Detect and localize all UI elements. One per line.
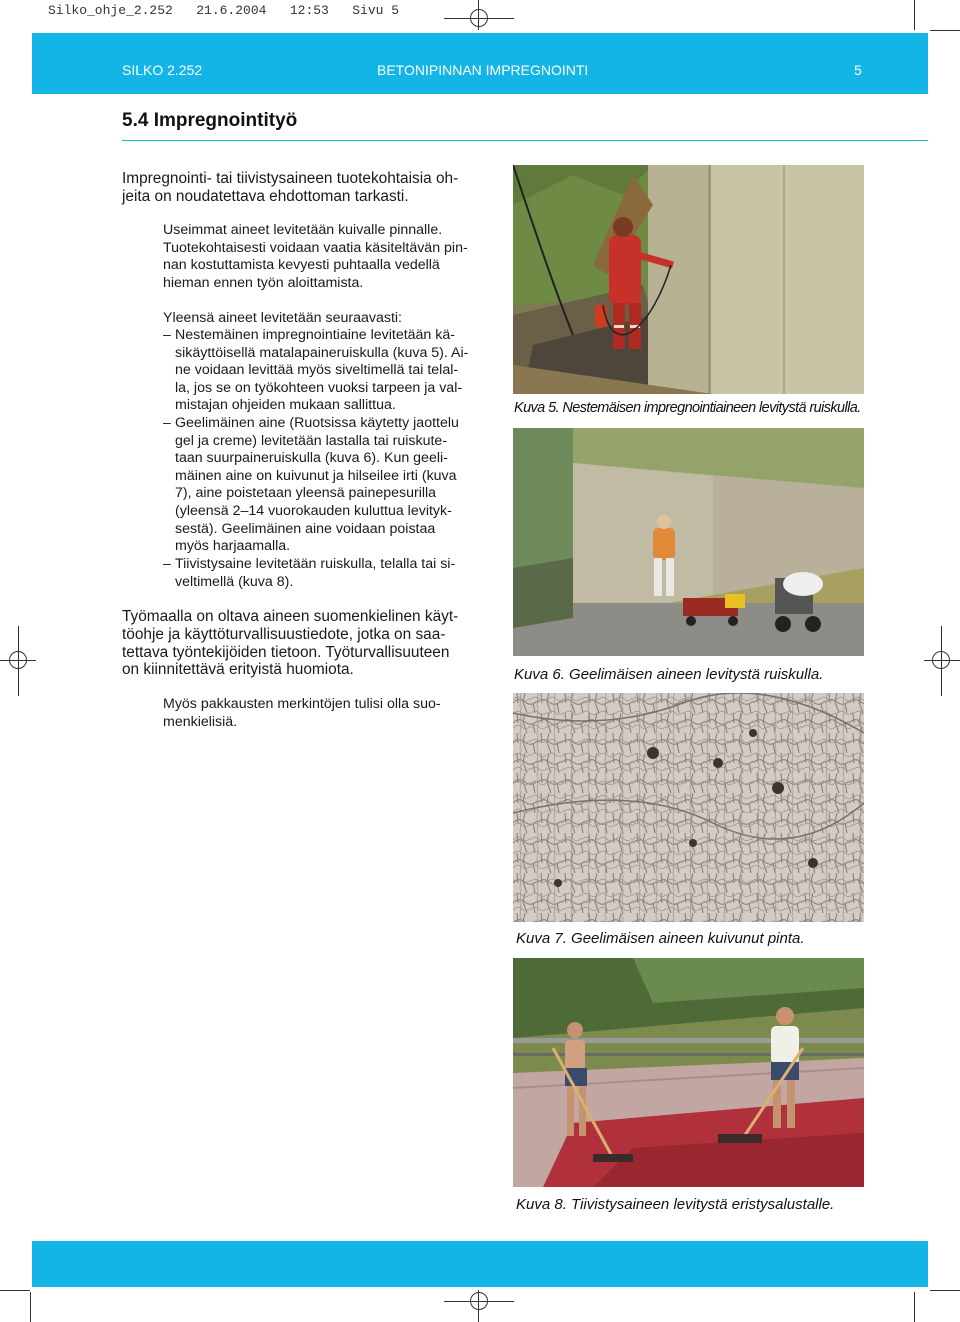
text-line: tettava työntekijöiden tietoon. Työturvallisuuteen [122, 643, 450, 661]
text-line: Geelimäinen aine (Ruotsissa käytetty jaottelu [175, 415, 459, 431]
figure-5-caption: Kuva 5. Nestemäisen impregnointiaineen levitystä ruiskulla. [514, 400, 861, 416]
text-line: gel ja creme) levitetään lastalla tai ruiskute- [175, 432, 448, 449]
list-dash: – [163, 327, 171, 343]
text-line: Impregnointi- tai tiivistysaineen tuotekohtaisia oh- [122, 170, 459, 187]
text-line: 7), aine poistetaan yleensä painepesurilla [175, 485, 437, 502]
figure-8-caption: Kuva 8. Tiivistysaineen levitystä eristysalustalle. [516, 1196, 835, 1213]
text-line: mäinen aine on kuivunut ja hilseilee irti (kuva [175, 467, 457, 484]
text-line: Tiivistysaine levitetään ruiskulla, telalla tai si- [175, 556, 456, 572]
photo-wall-spraying [513, 165, 864, 394]
text-line: mistajan ohjeiden mukaan sallittua. [175, 397, 396, 414]
print-slug: Silko_ohje_2.252 21.6.2004 12:53 Sivu 5 [48, 3, 400, 18]
section-title: 5.4 Impregnointityö [122, 110, 298, 131]
text-line: Nestemäinen impregnointiaine levitetään kä- [175, 327, 455, 343]
text-line: on kiinnitettävä erityistä huomiota. [122, 661, 354, 679]
photo-gel-spraying [513, 428, 864, 656]
text-line: veltimellä (kuva 8). [175, 573, 294, 590]
text-line: ne voidaan levittää myös siveltimellä tai telal- [175, 362, 459, 379]
list-item-liquid [175, 327, 475, 415]
text-line: menkielisiä. [163, 713, 238, 730]
photo-sealer-rolling [513, 958, 864, 1187]
text-line: nan kostuttamista kevyesti puhtaalla vedellä [163, 257, 440, 274]
text-line: Tuotekohtaisesti voidaan vaatia käsiteltävän pin- [163, 239, 468, 256]
footer-band [32, 1241, 928, 1287]
safety-paragraph [122, 608, 492, 679]
figure-7-caption: Kuva 7. Geelimäisen aineen kuivunut pinta. [516, 930, 805, 947]
method-lead: Yleensä aineet levitetään seuraavasti: [163, 310, 402, 326]
text-line: sikäyttöisellä matalapaineruiskulla (kuva 5). Ai- [175, 344, 469, 361]
text-line: Myös pakkausten merkintöjen tulisi olla suo- [163, 696, 441, 712]
list-item-sealer [175, 556, 475, 591]
page-number: 5 [854, 62, 862, 78]
text-line: Useimmat aineet levitetään kuivalle pinnalle. [163, 222, 443, 238]
application-paragraph [163, 222, 483, 292]
labeling-paragraph [163, 696, 483, 731]
text-line: sestä). Geelimäinen aine voidaan poistaa [175, 520, 436, 537]
text-line: myös harjaamalla. [175, 538, 291, 555]
list-dash: – [163, 415, 171, 431]
text-line: jeita on noudatettava ehdottoman tarkasti. [122, 187, 409, 205]
figure-6-caption: Kuva 6. Geelimäisen aineen levitystä ruiskulla. [514, 666, 824, 683]
photo-dried-gel-surface [513, 693, 864, 922]
text-line: la, jos se on työkohteen vuoksi tarpeen ja val- [175, 379, 463, 396]
header-title: BETONIPINNAN IMPREGNOINTI [377, 62, 589, 78]
list-item-gel [175, 415, 475, 556]
text-line: taan suurpaineruiskulla (kuva 6). Kun geeli- [175, 450, 448, 467]
text-line: (yleensä 2–14 vuorokauden kuluttua levityk- [175, 502, 452, 519]
text-line: hieman ennen työn aloittamista. [163, 274, 364, 291]
section-rule [122, 140, 928, 141]
list-dash: – [163, 556, 171, 572]
text-line: Työmaalla on oltava aineen suomenkielinen käyt- [122, 608, 459, 625]
text-line: töohje ja käyttöturvallisuustiedote, jotka on saa- [122, 625, 446, 643]
header-doc-id: SILKO 2.252 [122, 62, 203, 78]
intro-paragraph [122, 170, 482, 206]
